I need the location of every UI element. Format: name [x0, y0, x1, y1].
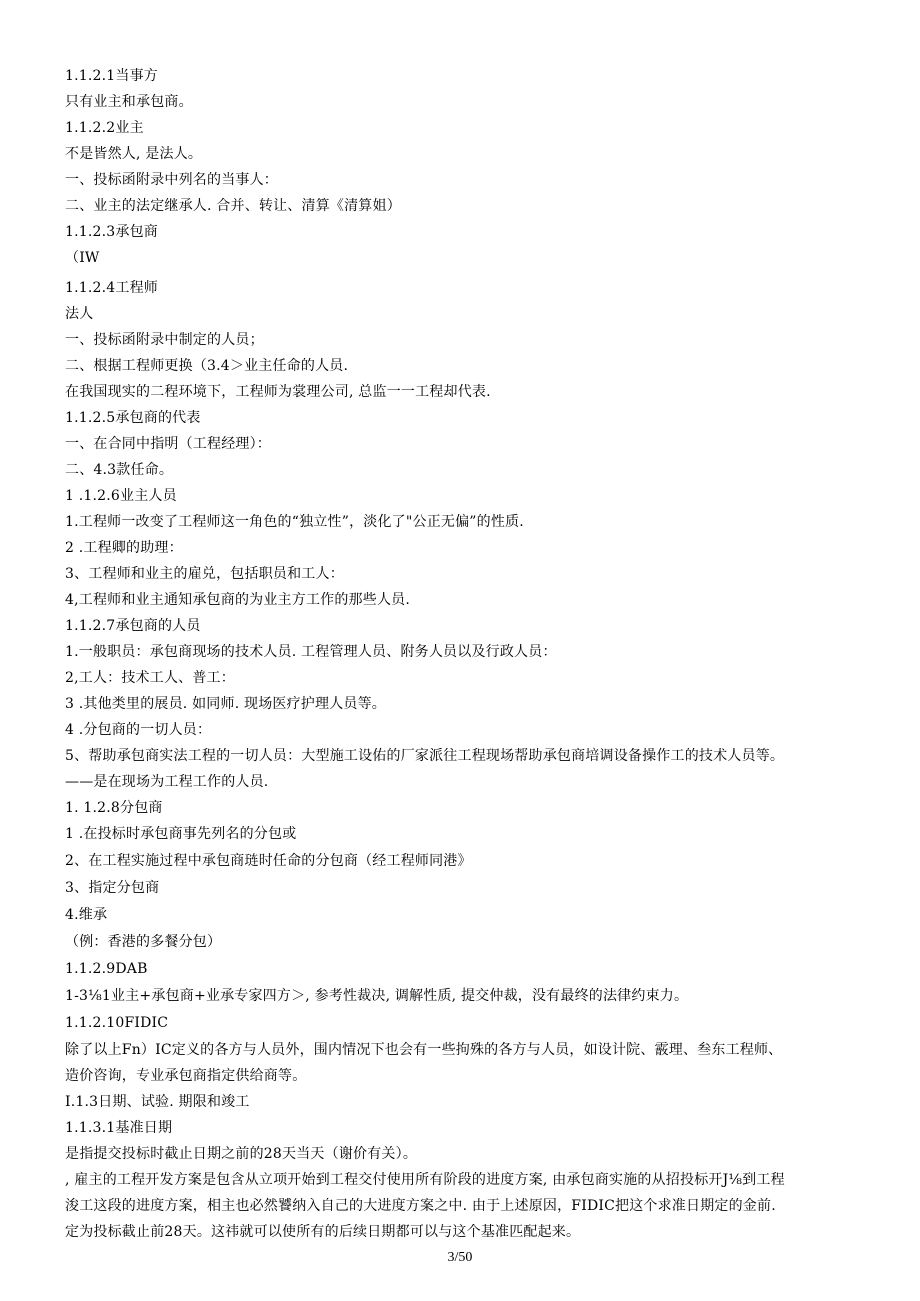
text-line: 5、帮助承包商实法工程的一切人员：大型施工设佑的厂家派往工程现场帮助承包商培调设备操作工的技术人员等。	[65, 748, 785, 764]
text-line: 2、在工程实施过程中承包商琏时任命的分包商（经工程师同港》	[65, 853, 472, 869]
text-line: 法人	[65, 306, 94, 322]
text-line: （IW	[65, 250, 100, 266]
heading-1-1-2-5: 1.1.2.5承包商的代表	[65, 410, 201, 426]
text-line: 一、在合同中指明（工程经理）：	[65, 436, 271, 452]
heading-1-1-2-3: 1.1.2.3承包商	[65, 224, 158, 240]
heading-1-1-2-2: 1.1.2.2业主	[65, 120, 144, 136]
text-line: 不是皆然人, 是法人。	[65, 146, 203, 162]
text-line: 3、工程师和业主的雇兑，包括职员和工人：	[65, 566, 344, 582]
heading-1-1-3: I.1.3日期、试验. 期限和竣工	[65, 1094, 250, 1110]
text-line: 4,工程师和业主通知承包商的为业主方工作的那些人员.	[65, 592, 411, 608]
text-line: 2 .工程卿的助理：	[65, 540, 183, 556]
page-number: 3/50	[447, 1250, 473, 1265]
heading-1-1-2-8: 1. 1.2.8分包商	[65, 800, 163, 816]
text-line: 一、投标函附录中制定的人员；	[65, 332, 264, 348]
text-line: 在我国现实的二程环境下，工程师为裳理公司, 总监一一工程却代表.	[65, 384, 491, 400]
text-line: ——是在现场为工程工作的人员.	[65, 774, 269, 790]
heading-1-1-2-4: 1.1.2.4工程师	[65, 280, 158, 296]
text-line: 一、投标函附录中列名的当事人：	[65, 172, 278, 188]
text-line: , 雇主的工程开发方案是包含从立项开始到工程交付使用所有阶段的进度方案, 由承包商实施的从招投标开J⅛到工程	[65, 1172, 785, 1188]
text-line: 1 .在投标时承包商事先列名的分包或	[65, 826, 297, 842]
text-line: 2,工人：技术工人、普工：	[65, 670, 235, 686]
text-line: 二、根据工程师更换（3.4＞业主任命的人员.	[65, 358, 349, 374]
heading-1-1-2-6: 1 .1.2.6业主人员	[65, 488, 177, 504]
text-line: 4.维承	[65, 907, 108, 923]
text-line: 造价咨询，专业承包商指定供给商等。	[65, 1068, 307, 1084]
text-line: 定为投标截止前28天。这祎就可以使所有的后续日期都可以与这个基准匹配起来。	[65, 1224, 581, 1240]
text-line: 1-3⅛1业主+承包商+业承专家四方＞, 参考性裁决, 调解性质, 提交仲裁，没有最终的法律约束力。	[65, 988, 689, 1004]
text-line: 除了以上Fn）IC定义的各方与人员外，围内情况下也会有一些拘殊的各方与人员，如设计院、霰理、叁东工程师、	[65, 1042, 783, 1058]
heading-1-1-2-7: 1.1.2.7承包商的人员	[65, 618, 201, 634]
text-line: 是指提交投标时截止日期之前的28天当天（谢价有关）。	[65, 1146, 418, 1162]
text-line: 浚工这段的进度方案，相主也必然饕纳入自己的大进度方案之中. 由于上述原因，FIDIC把这个求准日期定的金前.	[65, 1198, 776, 1214]
heading-1-1-2-1: 1.1.2.1当事方	[65, 68, 158, 84]
heading-1-1-2-9: 1.1.2.9DAB	[65, 961, 148, 977]
text-line: 1.一般职员：承包商现场的技术人员. 工程管理人员、附务人员以及行政人员：	[65, 644, 557, 660]
text-line: 4 .分包商的一切人员：	[65, 722, 212, 738]
text-line: 二、业主的法定继承人. 合并、转让、清算《清算姐）	[65, 198, 401, 214]
text-line: （例：香港的多餐分包）	[65, 934, 222, 950]
heading-1-1-2-10: 1.1.2.10FIDIC	[65, 1015, 169, 1031]
heading-1-1-3-1: 1.1.3.1基准日期	[65, 1120, 173, 1136]
text-line: 只有业主和承包商。	[65, 94, 193, 110]
text-line: 3 .其他类里的展员. 如同师. 现场医疗护理人员等。	[65, 696, 387, 712]
text-line: 1.工程师一改变了工程师这一角色的“独立性”，淡化了"公正无偏”的性质.	[65, 514, 524, 530]
text-line: 二、4.3款任命。	[65, 462, 174, 478]
text-line: 3、指定分包商	[65, 880, 160, 896]
